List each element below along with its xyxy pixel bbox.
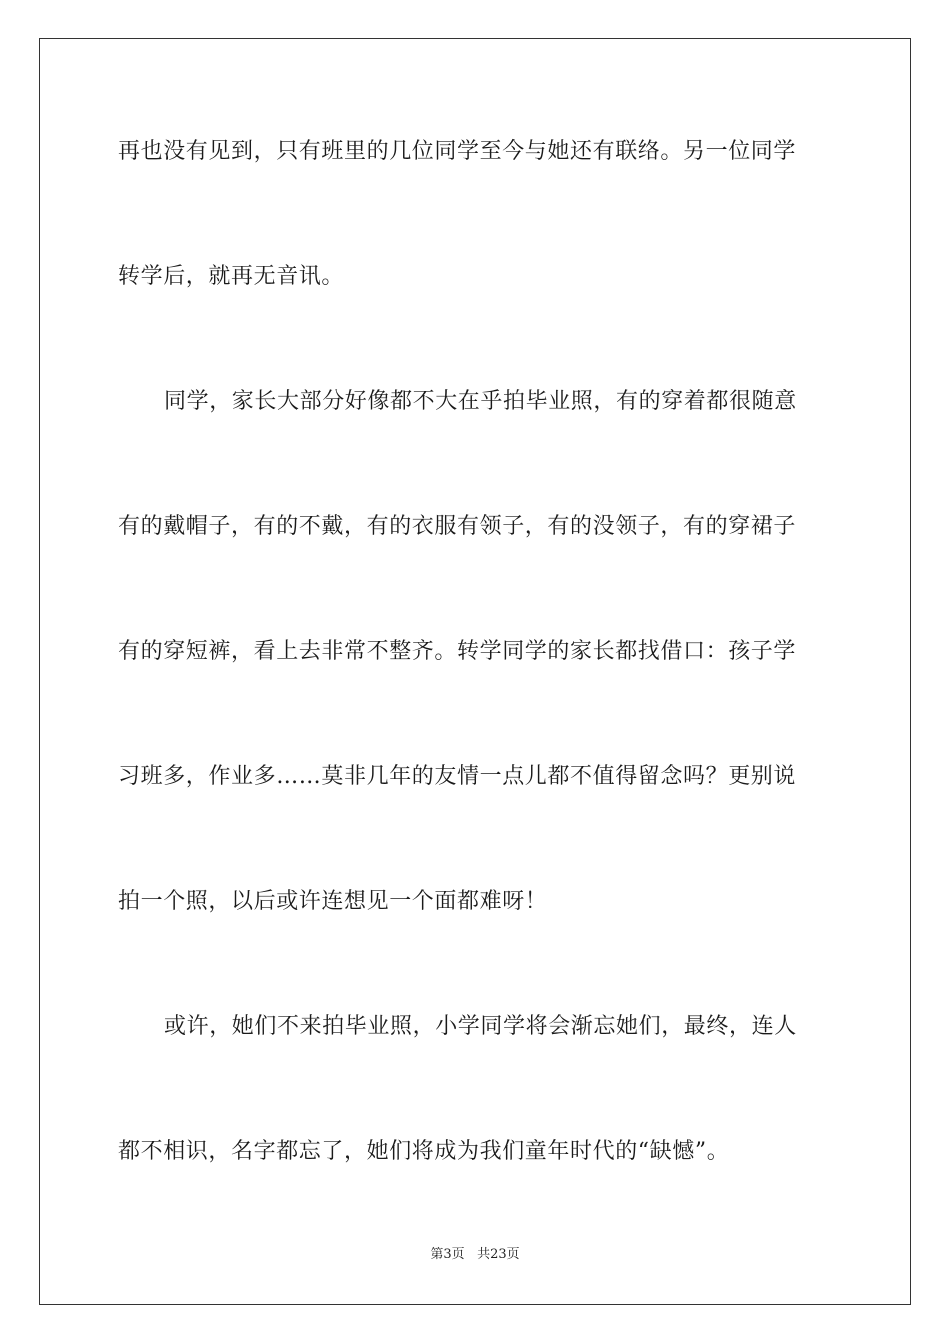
text-line-2: 转学后，就再无音讯。 [118,264,345,289]
page-border [39,38,911,1305]
page-footer [0,1246,950,1264]
text-line-6: 习班多，作业多……莫非几年的友情一点儿都不值得留念吗？更别说 [118,764,797,789]
text-line-9: 都不相识，名字都忘了，她们将成为我们童年时代的“缺憾”。 [118,1139,730,1164]
paragraph-start-line-8: 或许，她们不来拍毕业照，小学同学将会渐忘她们，最终，连人 [164,1014,797,1039]
text-line-1: 再也没有见到，只有班里的几位同学至今与她还有联络。另一位同学 [118,139,797,164]
text-line-4: 有的戴帽子，有的不戴，有的衣服有领子，有的没领子，有的穿裙子 [118,514,797,539]
text-line-5: 有的穿短裤，看上去非常不整齐。转学同学的家长都找借口：孩子学 [118,639,797,664]
total-pages: 共23页 [477,1247,520,1262]
paragraph-start-line-3: 同学，家长大部分好像都不大在乎拍毕业照，有的穿着都很随意 [164,389,797,414]
text-line-7: 拍一个照，以后或许连想见一个面都难呀！ [118,889,548,914]
page-number: 第3页 [430,1247,465,1262]
